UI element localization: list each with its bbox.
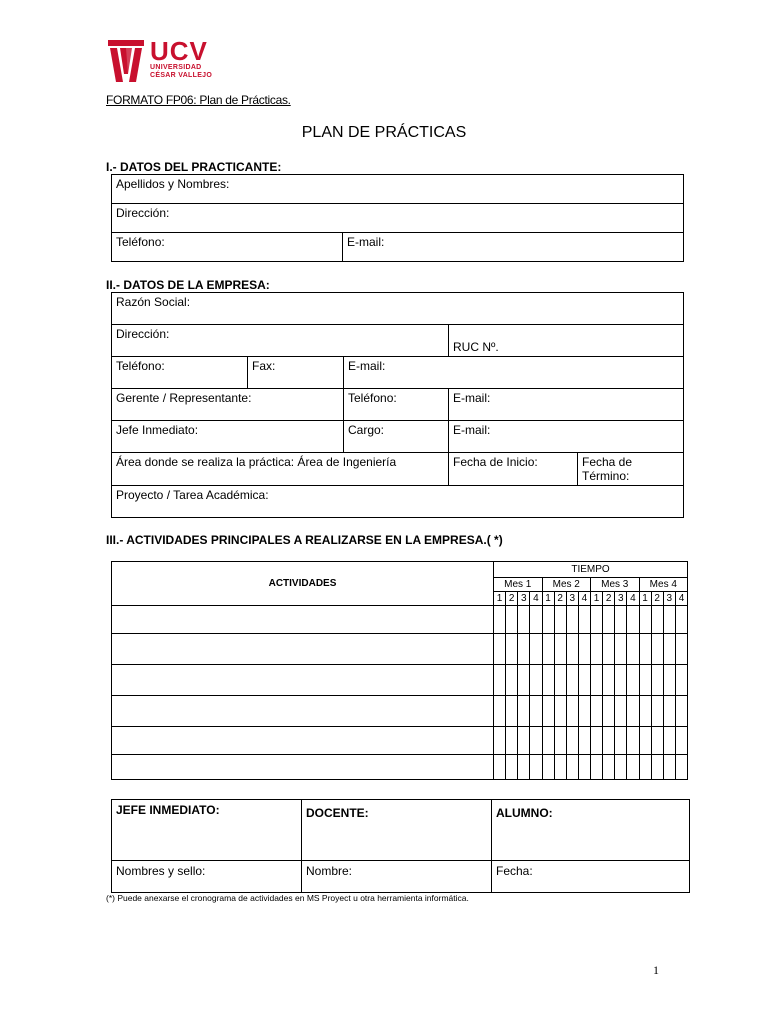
week-header: 2	[603, 592, 615, 606]
fecha-termino-label: Fecha de Término:	[582, 455, 633, 483]
empresa-email-field[interactable]	[344, 357, 684, 389]
week-cell[interactable]	[542, 665, 554, 696]
week-cell[interactable]	[591, 755, 603, 780]
month-header: Mes 3	[591, 578, 640, 592]
area-field[interactable]	[112, 453, 449, 486]
proyecto-label: Proyecto / Tarea Académica:	[116, 488, 269, 502]
week-cell[interactable]	[591, 727, 603, 755]
week-cell[interactable]	[639, 665, 651, 696]
cargo-label: Cargo:	[348, 423, 385, 437]
week-cell[interactable]	[506, 755, 518, 780]
week-cell[interactable]	[639, 727, 651, 755]
month-header: Mes 2	[542, 578, 591, 592]
week-cell[interactable]	[627, 665, 639, 696]
jefe-email-field[interactable]	[449, 421, 684, 453]
week-header: 3	[615, 592, 627, 606]
email-label: E-mail:	[347, 235, 385, 249]
week-cell[interactable]	[530, 634, 542, 665]
week-cell[interactable]	[603, 755, 615, 780]
week-cell[interactable]	[554, 696, 566, 727]
actividades-table	[111, 561, 688, 780]
activity-row	[112, 634, 688, 665]
area-label: Área donde se realiza la práctica: Área de Ingeniería	[116, 455, 397, 469]
week-cell[interactable]	[566, 727, 578, 755]
signature-table	[111, 799, 690, 893]
ruc-field[interactable]	[449, 325, 684, 357]
week-cell[interactable]	[627, 755, 639, 780]
jefe-signature-box[interactable]	[112, 800, 302, 861]
section1-heading: I.- DATOS DEL PRACTICANTE:	[106, 160, 282, 174]
section2-heading: II.- DATOS DE LA EMPRESA:	[106, 278, 270, 292]
week-cell[interactable]	[639, 696, 651, 727]
week-cell[interactable]	[566, 634, 578, 665]
nombres-sello-label: Nombres y sello:	[116, 864, 206, 878]
activity-row	[112, 755, 688, 780]
empresa-email-label: E-mail:	[348, 359, 386, 373]
week-cell[interactable]	[591, 696, 603, 727]
week-cell[interactable]	[663, 606, 675, 634]
week-cell[interactable]	[554, 665, 566, 696]
week-cell[interactable]	[639, 634, 651, 665]
week-cell[interactable]	[675, 665, 687, 696]
week-cell[interactable]	[578, 727, 590, 755]
fecha-termino-field[interactable]	[578, 453, 684, 486]
week-cell[interactable]	[494, 606, 506, 634]
week-cell[interactable]	[494, 634, 506, 665]
apellidos-label: Apellidos y Nombres:	[116, 177, 230, 191]
week-cell[interactable]	[578, 634, 590, 665]
week-cell[interactable]	[627, 696, 639, 727]
week-cell[interactable]	[615, 696, 627, 727]
week-cell[interactable]	[603, 665, 615, 696]
week-cell[interactable]	[554, 606, 566, 634]
week-cell[interactable]	[591, 665, 603, 696]
activity-row	[112, 696, 688, 727]
week-cell[interactable]	[530, 606, 542, 634]
jefe-label: Jefe Inmediato:	[116, 423, 199, 437]
direccion-field[interactable]	[112, 204, 684, 233]
week-cell[interactable]	[663, 755, 675, 780]
docente-signature-box[interactable]	[302, 800, 492, 861]
week-header: 3	[518, 592, 530, 606]
week-cell[interactable]	[494, 665, 506, 696]
week-cell[interactable]	[591, 606, 603, 634]
ucv-logo-text	[150, 38, 212, 80]
razon-social-label: Razón Social:	[116, 295, 191, 309]
week-cell[interactable]	[603, 634, 615, 665]
gerente-field[interactable]	[112, 389, 344, 421]
week-cell[interactable]	[542, 696, 554, 727]
week-cell[interactable]	[566, 696, 578, 727]
week-cell[interactable]	[675, 634, 687, 665]
tiempo-header: TIEMPO	[494, 562, 688, 578]
docente-signature-label: DOCENTE:	[306, 806, 369, 820]
apellidos-field[interactable]	[112, 175, 684, 204]
jefe-field[interactable]	[112, 421, 344, 453]
week-cell[interactable]	[542, 606, 554, 634]
format-line: FORMATO FP06: Plan de Prácticas.	[106, 93, 291, 107]
week-cell[interactable]	[554, 755, 566, 780]
week-cell[interactable]	[542, 727, 554, 755]
week-cell[interactable]	[494, 696, 506, 727]
week-header: 1	[639, 592, 651, 606]
week-cell[interactable]	[518, 606, 530, 634]
week-cell[interactable]	[578, 606, 590, 634]
week-header: 1	[591, 592, 603, 606]
week-cell[interactable]	[663, 696, 675, 727]
jefe-signature-label: JEFE INMEDIATO:	[116, 803, 220, 817]
week-cell[interactable]	[615, 727, 627, 755]
week-cell[interactable]	[530, 755, 542, 780]
activity-cell[interactable]	[112, 727, 494, 755]
gerente-email-field[interactable]	[449, 389, 684, 421]
week-header: 4	[675, 592, 687, 606]
week-cell[interactable]	[675, 727, 687, 755]
nombre-label: Nombre:	[306, 864, 353, 878]
week-cell[interactable]	[591, 634, 603, 665]
fax-label: Fax:	[252, 359, 276, 373]
week-header: 2	[651, 592, 663, 606]
activity-row	[112, 665, 688, 696]
week-cell[interactable]	[639, 606, 651, 634]
logo-line1: UNIVERSIDAD	[150, 64, 202, 71]
telefono-field[interactable]	[112, 233, 343, 262]
week-cell[interactable]	[518, 634, 530, 665]
week-cell[interactable]	[494, 727, 506, 755]
activity-row	[112, 727, 688, 755]
week-cell[interactable]	[675, 606, 687, 634]
alumno-signature-box[interactable]	[492, 800, 690, 861]
week-cell[interactable]	[651, 606, 663, 634]
footnote: (*) Puede anexarse el cronograma de actividades en MS Proyect u otra herramienta informática.	[106, 893, 469, 903]
week-cell[interactable]	[518, 696, 530, 727]
week-cell[interactable]	[506, 665, 518, 696]
week-cell[interactable]	[663, 727, 675, 755]
week-cell[interactable]	[542, 634, 554, 665]
week-cell[interactable]	[639, 755, 651, 780]
activity-row	[112, 606, 688, 634]
activity-cell[interactable]	[112, 606, 494, 634]
proyecto-field[interactable]	[112, 486, 684, 518]
actividades-header: ACTIVIDADES	[112, 562, 494, 606]
gerente-telefono-label: Teléfono:	[348, 391, 397, 405]
fax-field[interactable]	[248, 357, 344, 389]
week-cell[interactable]	[651, 755, 663, 780]
week-header: 1	[494, 592, 506, 606]
fecha-inicio-field[interactable]	[449, 453, 578, 486]
week-cell[interactable]	[578, 755, 590, 780]
week-cell[interactable]	[506, 606, 518, 634]
month-header: Mes 4	[639, 578, 688, 592]
week-cell[interactable]	[554, 634, 566, 665]
fecha-label: Fecha:	[496, 864, 533, 878]
ucv-logo-mark	[106, 38, 146, 84]
activity-cell[interactable]	[112, 634, 494, 665]
week-cell[interactable]	[651, 634, 663, 665]
nombres-sello-field[interactable]	[112, 861, 302, 893]
week-header: 2	[506, 592, 518, 606]
week-cell[interactable]	[518, 665, 530, 696]
week-cell[interactable]	[518, 727, 530, 755]
week-cell[interactable]	[627, 606, 639, 634]
week-cell[interactable]	[615, 606, 627, 634]
direccion-label: Dirección:	[116, 206, 170, 220]
logo-name: UCV	[150, 36, 208, 66]
fecha-inicio-label: Fecha de Inicio:	[453, 455, 538, 469]
week-cell[interactable]	[530, 696, 542, 727]
week-cell[interactable]	[651, 665, 663, 696]
gerente-email-label: E-mail:	[453, 391, 491, 405]
logo-line2: CÉSAR VALLEJO	[150, 72, 213, 79]
practicante-table	[111, 174, 684, 262]
week-cell[interactable]	[566, 606, 578, 634]
section3-heading: III.- ACTIVIDADES PRINCIPALES A REALIZARSE EN LA EMPRESA.( *)	[106, 533, 503, 547]
week-cell[interactable]	[651, 696, 663, 727]
cargo-field[interactable]	[344, 421, 449, 453]
gerente-telefono-field[interactable]	[344, 389, 449, 421]
email-field[interactable]	[343, 233, 684, 262]
week-cell[interactable]	[578, 665, 590, 696]
month-header: Mes 1	[494, 578, 543, 592]
week-header: 4	[578, 592, 590, 606]
week-cell[interactable]	[603, 606, 615, 634]
week-cell[interactable]	[675, 755, 687, 780]
empresa-table	[111, 292, 684, 518]
week-cell[interactable]	[530, 727, 542, 755]
week-cell[interactable]	[627, 727, 639, 755]
week-cell[interactable]	[566, 755, 578, 780]
week-cell[interactable]	[578, 696, 590, 727]
activity-cell[interactable]	[112, 665, 494, 696]
week-cell[interactable]	[615, 665, 627, 696]
ruc-label: RUC Nº.	[453, 340, 499, 354]
week-cell[interactable]	[554, 727, 566, 755]
activity-cell[interactable]	[112, 755, 494, 780]
week-cell[interactable]	[566, 665, 578, 696]
week-header: 4	[627, 592, 639, 606]
week-cell[interactable]	[530, 665, 542, 696]
telefono-label: Teléfono:	[116, 235, 165, 249]
week-header: 1	[542, 592, 554, 606]
empresa-direccion-label: Dirección:	[116, 327, 170, 341]
fecha-field[interactable]	[492, 861, 690, 893]
week-cell[interactable]	[506, 634, 518, 665]
week-cell[interactable]	[542, 755, 554, 780]
empresa-direccion-field[interactable]	[112, 325, 449, 357]
week-cell[interactable]	[627, 634, 639, 665]
week-cell[interactable]	[506, 696, 518, 727]
week-header: 3	[566, 592, 578, 606]
week-header: 3	[663, 592, 675, 606]
nombre-field[interactable]	[302, 861, 492, 893]
week-cell[interactable]	[603, 727, 615, 755]
jefe-email-label: E-mail:	[453, 423, 491, 437]
week-header: 4	[530, 592, 542, 606]
alumno-signature-label: ALUMNO:	[496, 806, 553, 820]
page-title: PLAN DE PRÁCTICAS	[301, 124, 467, 141]
page-number: 1	[653, 963, 659, 977]
week-cell[interactable]	[663, 634, 675, 665]
week-cell[interactable]	[506, 727, 518, 755]
week-cell[interactable]	[663, 665, 675, 696]
week-header: 2	[554, 592, 566, 606]
week-cell[interactable]	[651, 727, 663, 755]
gerente-label: Gerente / Representante:	[116, 391, 252, 405]
week-cell[interactable]	[603, 696, 615, 727]
week-cell[interactable]	[615, 755, 627, 780]
week-cell[interactable]	[675, 696, 687, 727]
activity-cell[interactable]	[112, 696, 494, 727]
week-cell[interactable]	[615, 634, 627, 665]
empresa-telefono-field[interactable]	[112, 357, 248, 389]
empresa-telefono-label: Teléfono:	[116, 359, 165, 373]
week-cell[interactable]	[494, 755, 506, 780]
week-cell[interactable]	[518, 755, 530, 780]
razon-social-field[interactable]	[112, 293, 684, 325]
